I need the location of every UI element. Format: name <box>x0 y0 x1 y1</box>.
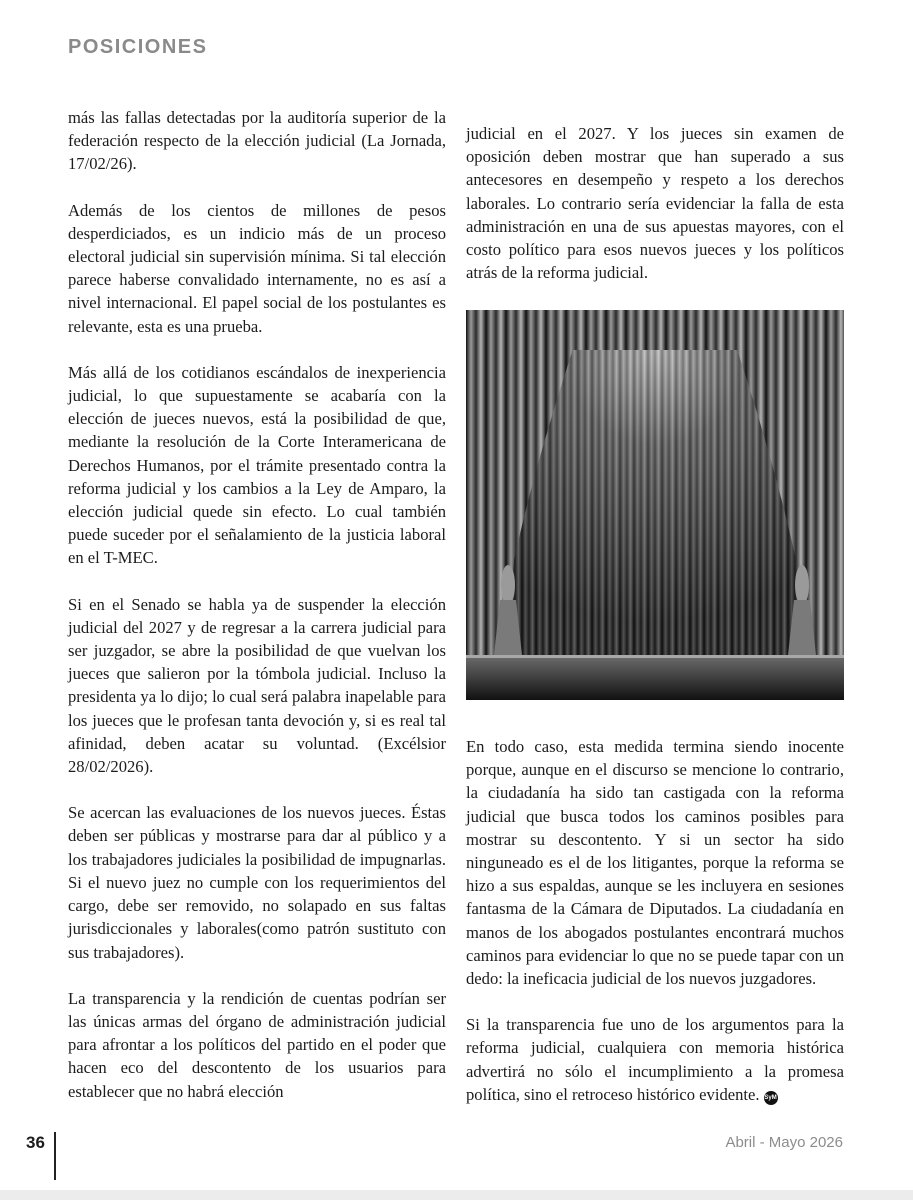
paragraph: Además de los cientos de millones de pesos desperdiciados, es un indicio más de un proceso electoral judicial sin supervisión mínima. Si tal elección parece haberse convalidado internamente, no es así a nivel internacional. El papel social de los postulantes es relevante, esta es una prueba. <box>68 200 446 336</box>
page-number: 36 <box>26 1133 45 1152</box>
left-column <box>68 106 446 1126</box>
paragraph: La transparencia y la rendición de cuentas podrían ser las únicas armas del órgano de administración judicial para afrontar a los políticos del partido en el poder que hacen eco del descontento de los usuarios para establecer que no habrá elección <box>68 988 446 1101</box>
paragraph: Si en el Senado se habla ya de suspender la elección judicial del 2027 y de regresar a la carrera judicial para ser juzgador, se abre la posibilidad de que vuelvan los jueces que salieron por la tómbola judicial. Incluso la presidenta ya lo dijo; lo cual será palabra inapelable para los jueces que le profesan tanta devoción y, si es real tal afinidad, deben acatar su voluntad. (Excélsior 28/02/2026). <box>68 594 446 777</box>
paragraph-text: Si la transparencia fue uno de los argumentos para la reforma judicial, cualquiera con memoria histórica advertirá no sólo el incumplimiento a la promesa política, sino el retroceso histórico evidente. <box>466 1015 844 1104</box>
issue-date: Abril - Mayo 2026 <box>725 1134 843 1151</box>
end-of-article-icon: SyM <box>764 1091 778 1105</box>
theater-curtain-image <box>466 310 844 700</box>
right-column-top <box>466 122 844 307</box>
section-title: POSICIONES <box>68 36 208 58</box>
paragraph-final <box>466 1013 844 1106</box>
footer-divider <box>54 1132 56 1180</box>
paragraph: Se acercan las evaluaciones de los nuevos jueces. Éstas deben ser públicas y mostrarse para dar al público y a los trabajadores judiciales la posibilidad de impugnarlas. Si el nuevo juez no cumple con los requerimientos del cargo, debe ser removido, no solapado en sus faltas jurisdiccionales y laborales(como patrón sustituto con sus trabajadores). <box>68 803 446 962</box>
paragraph: En todo caso, esta medida termina siendo inocente porque, aunque en el discurso se mencione lo contrario, la ciudadanía ha sido tan castigada con la reforma judicial que busca todos los caminos posibles para mostrar su descontento. Y si un sector ha sido ninguneado es el de los litigantes, porque la reforma se hizo a sus espaldas, aunque se les incluyera en sesiones fantasma de la Cámara de Diputados. La ciudadanía en manos de los abogados postulantes encontrará muchos caminos para evidenciar lo que no se puede tapar con un dedo: la ineficacia judicial de los nuevos juzgadores. <box>466 737 844 989</box>
page-bottom-band <box>0 1190 913 1200</box>
paragraph: judicial en el 2027. Y los jueces sin examen de oposición deben mostrar que han superado a sus antecesores en desempeño y respeto a los derechos laborales. Lo contrario sería evidenciar la falla de esta administración en una de sus apuestas mayores, con el costo político para esos nuevos jueces y los políticos atrás de la reforma judicial. <box>466 124 844 283</box>
right-column-bottom <box>466 735 844 1129</box>
paragraph: Más allá de los cotidianos escándalos de inexperiencia judicial, lo que supuestamente se acabaría con la elección de jueces nuevos, está la posibilidad de que, mediante la resolución de la Corte Interamericana de Derechos Humanos, por el trámite presentado contra la reforma judicial y los cambios a la Ley de Amparo, la elección judicial quede sin efecto. Lo cual también puede suceder por el señalamiento de la justicia laboral en el T-MEC. <box>68 362 446 568</box>
paragraph: más las fallas detectadas por la auditoría superior de la federación respecto de la elección judicial (La Jornada, 17/02/26). <box>68 108 446 174</box>
